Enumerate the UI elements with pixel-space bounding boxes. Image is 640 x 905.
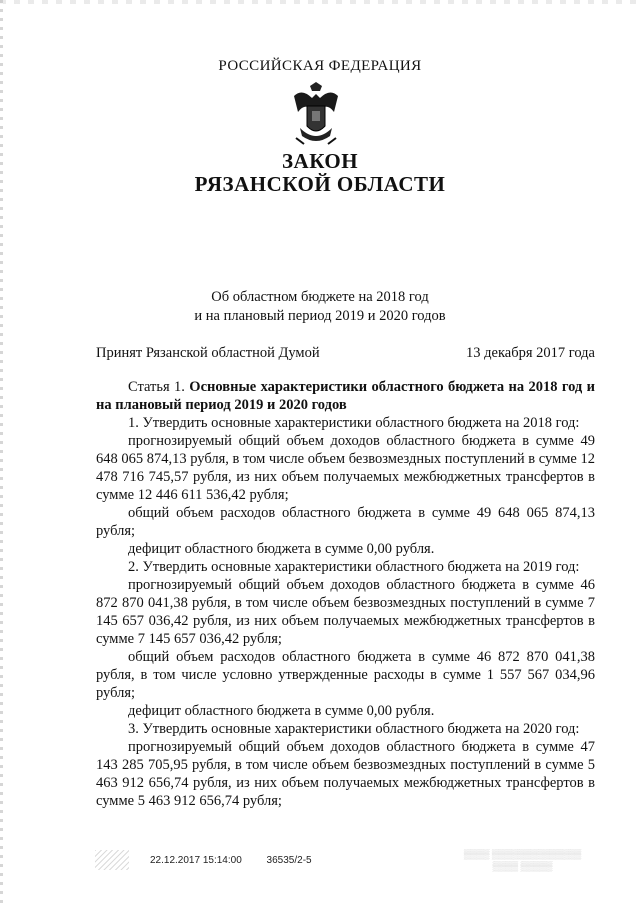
scan-border-top [0,0,640,4]
paragraph: прогнозируемый общий объем доходов областного бюджета в сумме 49 648 065 874,13 рубля, в том числе объем безвозмездных поступлений в сумме 12 478 716 745,57 рубля, из них объем получаемых межбюджетных трансфертов в сумме 12 446 611 536,42 рубля; [96,433,595,503]
law-title-line-2: РЯЗАНСКОЙ ОБЛАСТИ [194,172,446,196]
document-footer [150,855,312,866]
article-1 [96,378,595,810]
article-title: Основные характеристики областного бюджета на 2018 год и на плановый период 2019 и 2020 годов [96,379,595,413]
paragraph: 2. Утвердить основные характеристики областного бюджета на 2019 год: [128,559,580,575]
paragraph: прогнозируемый общий объем доходов областного бюджета в сумме 46 872 870 041,38 рубля, в том числе объем безвозмездных поступлений в сумме 7 145 657 036,42 рубля, из них объем получаемых межбюджетных трансфертов в сумме 7 145 657 036,42 рубля; [96,577,595,647]
paragraph: общий объем расходов областного бюджета в сумме 46 872 870 041,38 рубля, в том числе условно утвержденные расходы в сумме 1 557 567 034,96 рубля; [96,649,595,701]
paragraph: прогнозируемый общий объем доходов областного бюджета в сумме 47 143 285 705,95 рубля, в том числе объем безвозмездных поступлений в сумме 5 463 912 656,74 рубля, из них объем получаемых межбюджетных трансфертов в сумме 5 463 912 656,74 рубля; [96,739,595,809]
coat-of-arms-icon [290,82,342,148]
law-title-line-1: ЗАКОН [281,149,359,173]
article-number: Статья 1. [128,379,185,395]
footer-timestamp: 22.12.2017 15:14:00 [150,855,242,866]
country-heading: РОССИЙСКАЯ ФЕДЕРАЦИЯ [218,58,422,74]
paragraph: общий объем расходов областного бюджета в сумме 49 648 065 874,13 рубля; [96,505,595,539]
paragraph: 3. Утвердить основные характеристики областного бюджета на 2020 год: [128,721,580,737]
adoption-info [96,345,595,362]
barcode-mark [95,850,129,870]
adopted-by: Принят Рязанской областной Думой [96,345,320,361]
adoption-date: 13 декабря 2017 года [466,345,595,361]
paragraph: дефицит областного бюджета в сумме 0,00 рубля. [128,541,435,557]
paragraph: 1. Утвердить основные характеристики областного бюджета на 2018 год: [128,415,580,431]
law-subject-line-2: и на плановый период 2019 и 2020 годов [194,308,446,324]
scan-border-left [0,0,3,905]
faded-stamp: ▒▒▒▒ ▒▒▒▒▒▒▒▒▒▒▒▒▒▒ ▒▒▒▒ ▒▒▒▒▒ [463,849,582,871]
footer-doc-number: 36535/2-5 [266,855,312,866]
article-heading [96,378,595,414]
law-title [0,150,640,196]
law-subject-line-1: Об областном бюджете на 2018 год [211,289,429,305]
paragraph: дефицит областного бюджета в сумме 0,00 рубля. [128,703,435,719]
law-subject [0,288,640,326]
